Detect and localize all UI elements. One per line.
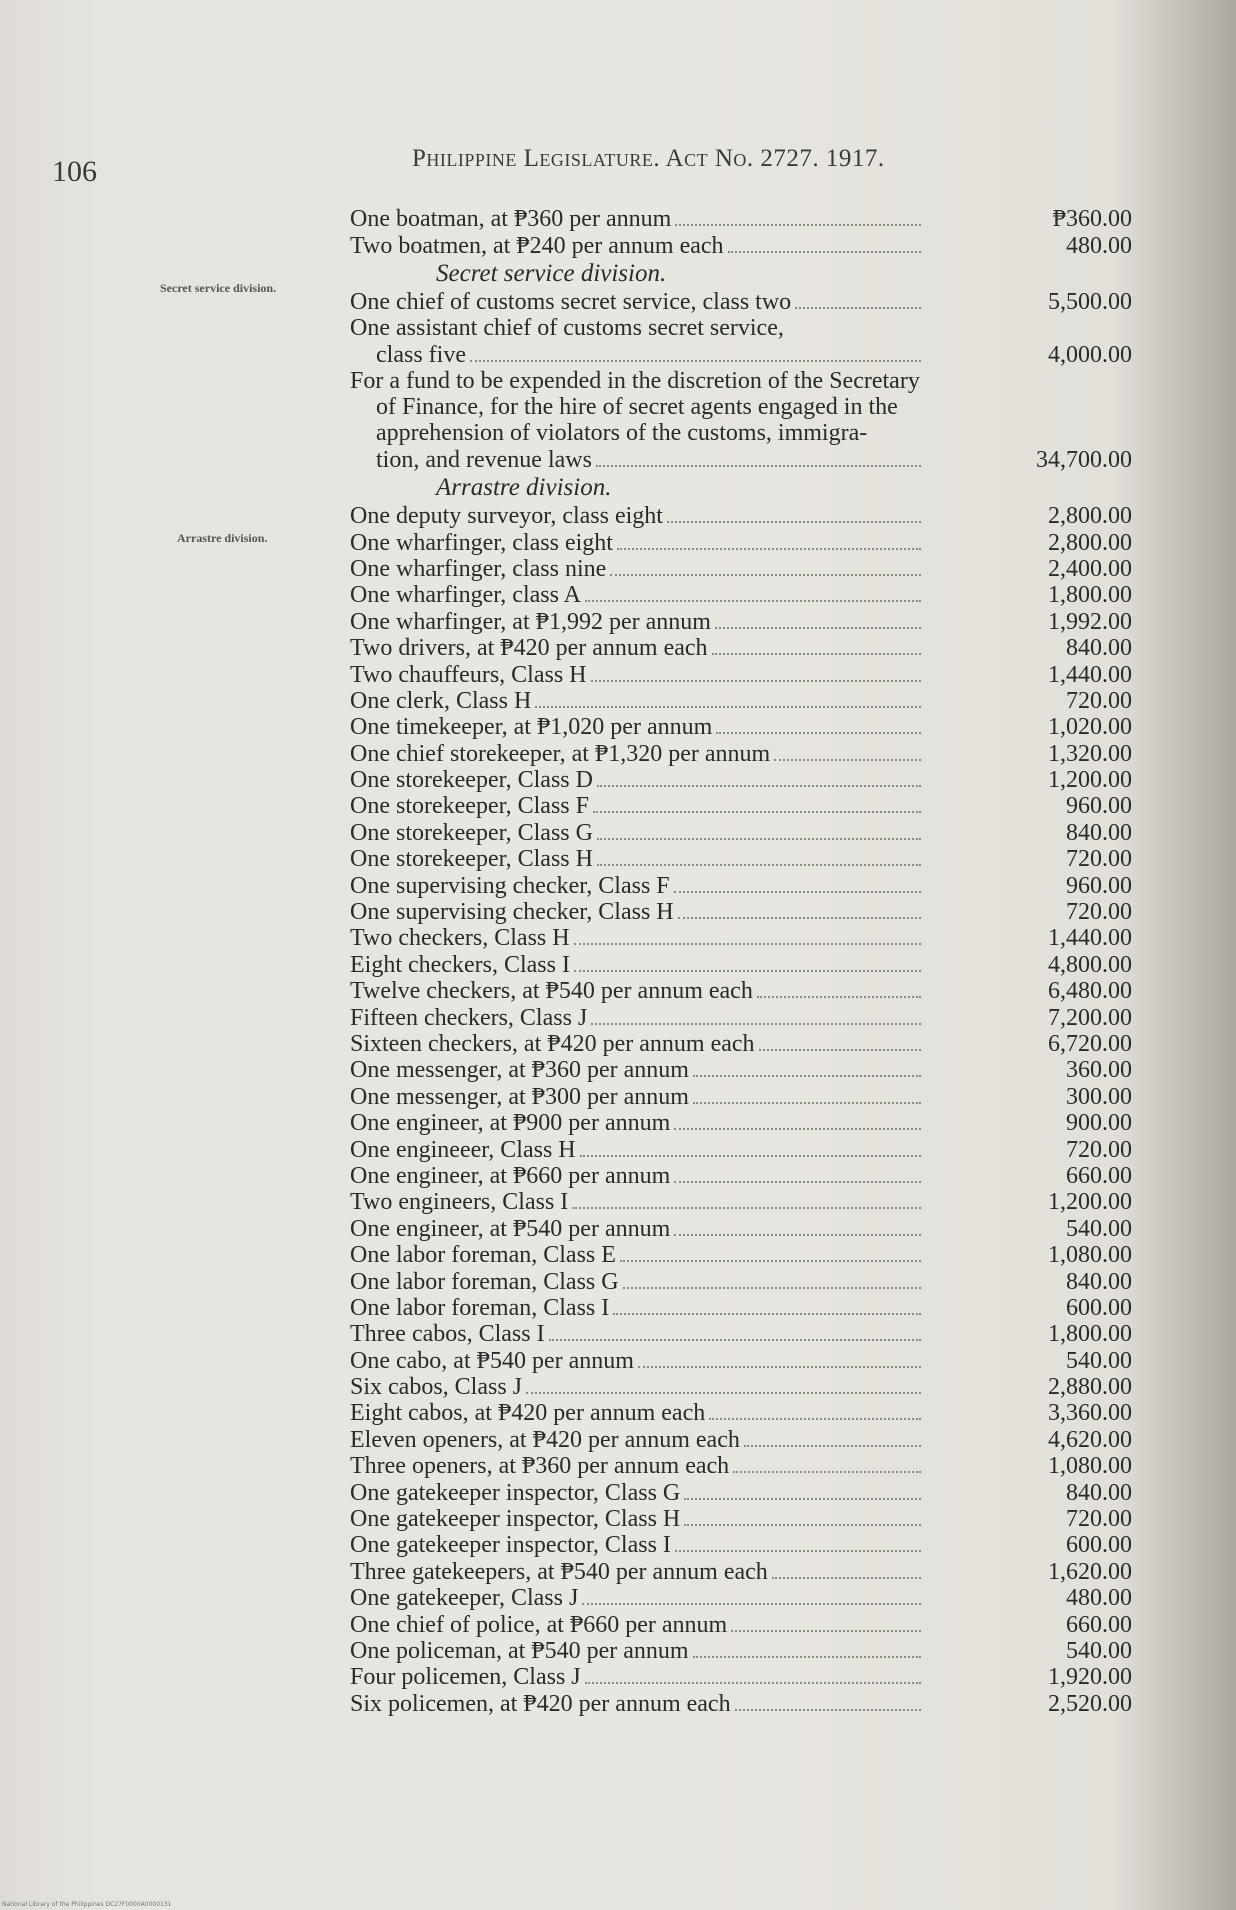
dot-leader	[623, 1287, 921, 1289]
page-header	[52, 143, 1112, 188]
item-label: Six policemen, at ₱420 per annum each	[350, 1690, 731, 1717]
item-label: One supervising checker, Class F	[350, 872, 670, 899]
item-amount: 1,080.00	[1048, 1453, 1132, 1480]
list-item	[350, 872, 1140, 898]
list-item	[350, 767, 1140, 793]
dot-leader	[613, 1313, 921, 1315]
appropriation-list	[350, 206, 1140, 1717]
list-item	[350, 529, 1140, 555]
item-amount: 1,080.00	[1048, 1242, 1132, 1269]
item-label: One wharfinger, class eight	[350, 529, 613, 556]
dot-leader	[574, 970, 921, 972]
item-amount: 480.00	[1066, 1585, 1132, 1612]
item-label: Fifteen checkers, Class J	[350, 1004, 588, 1031]
item-label: Two boatmen, at ₱240 per annum each	[350, 232, 724, 259]
margin-note-arrastre: Arrastre division.	[177, 531, 268, 545]
dot-leader	[596, 465, 921, 467]
dot-leader	[526, 1392, 921, 1394]
list-item	[350, 289, 1140, 315]
item-label: One chief of customs secret service, class two	[350, 289, 792, 316]
dot-leader	[674, 1181, 921, 1183]
list-item	[350, 1453, 1140, 1479]
list-item	[350, 793, 1140, 819]
item-amount: 840.00	[1066, 1268, 1132, 1295]
list-item	[350, 1136, 1140, 1162]
section-heading-secret-service: Secret service division.	[436, 259, 667, 287]
list-item	[350, 635, 1140, 661]
item-amount: 2,800.00	[1048, 529, 1132, 556]
dot-leader	[674, 1128, 921, 1130]
dot-leader	[617, 548, 921, 550]
item-amount: 7,200.00	[1048, 1004, 1132, 1031]
dot-leader	[744, 1445, 921, 1447]
dot-leader	[675, 1550, 921, 1552]
item-label: One policeman, at ₱540 per annum	[350, 1637, 689, 1664]
list-item	[350, 1558, 1140, 1584]
item-label: One storekeeper, Class F	[350, 793, 589, 820]
page-number: 106	[52, 155, 97, 188]
item-amount: 4,800.00	[1048, 951, 1132, 978]
dot-leader	[693, 1075, 921, 1077]
item-amount: 34,700.00	[1036, 446, 1132, 473]
item-amount: 1,920.00	[1048, 1664, 1132, 1691]
list-item	[350, 1295, 1140, 1321]
list-item	[350, 1215, 1140, 1241]
item-label: One gatekeeper inspector, Class I	[350, 1532, 671, 1559]
dot-leader	[620, 1260, 921, 1262]
dot-leader	[580, 1155, 921, 1157]
item-amount: 1,200.00	[1048, 1189, 1132, 1216]
item-label: One storekeeper, Class D	[350, 767, 593, 794]
list-item	[350, 1321, 1140, 1347]
list-item	[350, 1479, 1140, 1505]
item-label: One cabo, at ₱540 per annum	[350, 1347, 634, 1374]
item-amount: 1,020.00	[1048, 714, 1132, 741]
dot-leader	[535, 706, 921, 708]
item-amount: 720.00	[1066, 899, 1132, 926]
item-label: One chief of police, at ₱660 per annum	[350, 1611, 728, 1638]
list-item	[350, 1664, 1140, 1690]
item-amount: 720.00	[1066, 1136, 1132, 1163]
secret-service-items	[350, 289, 1140, 315]
item-label: Six cabos, Class J	[350, 1374, 523, 1401]
dot-leader	[757, 996, 921, 998]
item-amount: 900.00	[1066, 1110, 1132, 1137]
item-label: One storekeeper, Class H	[350, 846, 593, 873]
dot-leader	[582, 1603, 921, 1605]
list-item	[350, 1057, 1140, 1083]
item-amount: 360.00	[1066, 1057, 1132, 1084]
item-amount: 1,800.00	[1048, 582, 1132, 609]
item-label: One timekeeper, at ₱1,020 per annum	[350, 714, 713, 741]
dot-leader	[585, 600, 921, 602]
item-amount: 720.00	[1066, 1506, 1132, 1533]
list-item	[350, 582, 1140, 608]
list-item	[350, 1347, 1140, 1373]
dot-leader	[774, 759, 921, 761]
list-item	[350, 1031, 1140, 1057]
list-item	[350, 1374, 1140, 1400]
list-item	[350, 925, 1140, 951]
item-label: Two engineers, Class I	[350, 1189, 569, 1216]
dot-leader	[715, 627, 921, 629]
item-label: One storekeeper, Class G	[350, 819, 593, 846]
list-item	[350, 1585, 1140, 1611]
dot-leader	[585, 1682, 921, 1684]
item-label: Eight checkers, Class I	[350, 951, 570, 978]
dot-leader	[709, 1418, 921, 1420]
dot-leader	[693, 1102, 921, 1104]
item-amount: 540.00	[1066, 1637, 1132, 1664]
arrastre-items	[350, 503, 1140, 1717]
dot-leader	[731, 1630, 921, 1632]
item-amount: 1,620.00	[1048, 1558, 1132, 1585]
dot-leader	[684, 1524, 921, 1526]
item-label: One engineer, at ₱660 per annum	[350, 1162, 671, 1189]
item-amount: 720.00	[1066, 687, 1132, 714]
item-label-continued: class five	[376, 341, 466, 368]
list-item	[350, 1242, 1140, 1268]
item-label: Three gatekeepers, at ₱540 per annum each	[350, 1558, 768, 1585]
dot-leader	[772, 1577, 921, 1579]
running-head: Philippine Legislature. Act No. 2727. 1917.	[412, 145, 885, 172]
list-item	[350, 899, 1140, 925]
item-amount: 540.00	[1066, 1215, 1132, 1242]
dot-leader	[728, 251, 921, 253]
dot-leader	[610, 574, 921, 576]
list-item	[350, 951, 1140, 977]
item-amount: 2,800.00	[1048, 503, 1132, 530]
dot-leader	[597, 864, 921, 866]
dot-leader	[593, 811, 921, 813]
item-amount: 1,440.00	[1048, 661, 1132, 688]
list-item	[350, 1083, 1140, 1109]
dot-leader	[674, 1234, 921, 1236]
item-label: One engineer, at ₱900 per annum	[350, 1110, 671, 1137]
list-item	[350, 1611, 1140, 1637]
list-item	[350, 819, 1140, 845]
list-item-assistant-chief	[350, 315, 1140, 367]
dot-leader	[678, 917, 921, 919]
item-amount: 4,620.00	[1048, 1426, 1132, 1453]
item-amount: ₱360.00	[1052, 206, 1132, 233]
dot-leader	[470, 360, 921, 362]
item-amount: 1,200.00	[1048, 767, 1132, 794]
dot-leader	[684, 1498, 921, 1500]
list-item	[350, 1163, 1140, 1189]
item-label: One clerk, Class H	[350, 687, 532, 714]
item-label: Twelve checkers, at ₱540 per annum each	[350, 978, 753, 1005]
item-amount: 5,500.00	[1048, 289, 1132, 316]
item-label: One gatekeeper inspector, Class H	[350, 1506, 681, 1533]
item-amount: 840.00	[1066, 819, 1132, 846]
list-item	[350, 688, 1140, 714]
section-heading-arrastre: Arrastre division.	[436, 473, 612, 501]
dot-leader	[759, 1049, 921, 1051]
item-label: Two drivers, at ₱420 per annum each	[350, 635, 708, 662]
dot-leader	[591, 680, 922, 682]
item-label: One assistant chief of customs secret service,	[350, 315, 784, 342]
item-paragraph-last-line: tion, and revenue laws	[376, 446, 592, 473]
item-amount: 1,800.00	[1048, 1321, 1132, 1348]
item-amount: 300.00	[1066, 1083, 1132, 1110]
dot-leader	[638, 1366, 921, 1368]
item-label: One gatekeeper inspector, Class G	[350, 1479, 681, 1506]
list-item	[350, 714, 1140, 740]
item-label: Two chauffeurs, Class H	[350, 661, 587, 688]
item-amount: 6,480.00	[1048, 978, 1132, 1005]
list-item	[350, 1268, 1140, 1294]
list-item	[350, 1004, 1140, 1030]
dot-leader	[674, 891, 921, 893]
list-item-secret-fund	[350, 368, 1140, 473]
dot-leader	[716, 732, 921, 734]
item-amount: 1,992.00	[1048, 608, 1132, 635]
item-label: One gatekeeper, Class J	[350, 1585, 579, 1612]
item-amount: 480.00	[1066, 232, 1132, 259]
item-label: One wharfinger, class nine	[350, 555, 607, 582]
dot-leader	[795, 307, 921, 309]
dot-leader	[597, 838, 921, 840]
item-amount: 2,400.00	[1048, 555, 1132, 582]
item-label: One labor foreman, Class G	[350, 1268, 619, 1295]
list-item	[350, 661, 1140, 687]
scan-footer: National Library of the Philippines DC27F0000A0000131	[2, 1901, 172, 1908]
item-amount: 960.00	[1066, 872, 1132, 899]
item-amount: 2,880.00	[1048, 1374, 1132, 1401]
item-label: One wharfinger, at ₱1,992 per annum	[350, 608, 711, 635]
dot-leader	[549, 1339, 921, 1341]
item-label: One boatman, at ₱360 per annum	[350, 206, 672, 233]
item-label: One supervising checker, Class H	[350, 899, 674, 926]
item-amount: 1,440.00	[1048, 925, 1132, 952]
item-amount: 1,320.00	[1048, 740, 1132, 767]
item-label: Eleven openers, at ₱420 per annum each	[350, 1426, 740, 1453]
list-item	[350, 608, 1140, 634]
dot-leader	[712, 653, 921, 655]
margin-note-secret-service: Secret service division.	[160, 281, 277, 295]
item-label: One messenger, at ₱360 per annum	[350, 1057, 689, 1084]
item-label: Four policemen, Class J	[350, 1664, 581, 1691]
item-label: One wharfinger, class A	[350, 582, 581, 609]
item-label: One engineer, at ₱540 per annum	[350, 1215, 671, 1242]
dot-leader	[675, 224, 921, 226]
item-amount: 3,360.00	[1048, 1400, 1132, 1427]
item-amount: 4,000.00	[1048, 341, 1132, 368]
top-items	[350, 206, 1140, 259]
list-item	[350, 206, 1140, 232]
item-amount: 600.00	[1066, 1532, 1132, 1559]
list-item	[350, 1189, 1140, 1215]
item-label: Two checkers, Class H	[350, 925, 570, 952]
item-amount: 600.00	[1066, 1294, 1132, 1321]
item-label: Three openers, at ₱360 per annum each	[350, 1453, 730, 1480]
item-label: Three cabos, Class I	[350, 1321, 545, 1348]
item-label: One labor foreman, Class E	[350, 1242, 616, 1269]
item-amount: 6,720.00	[1048, 1031, 1132, 1057]
item-amount: 840.00	[1066, 635, 1132, 662]
list-item	[350, 978, 1140, 1004]
list-item	[350, 556, 1140, 582]
dot-leader	[735, 1709, 921, 1711]
list-item	[350, 1532, 1140, 1558]
item-amount: 660.00	[1066, 1162, 1132, 1189]
list-item	[350, 1690, 1140, 1716]
list-item	[350, 232, 1140, 258]
list-item	[350, 1110, 1140, 1136]
dot-leader	[574, 943, 921, 945]
item-label: One engineeer, Class H	[350, 1136, 576, 1163]
item-amount: 660.00	[1066, 1611, 1132, 1638]
item-label: One chief storekeeper, at ₱1,320 per annum	[350, 740, 771, 767]
item-label: One deputy surveyor, class eight	[350, 503, 663, 530]
item-paragraph: For a fund to be expended in the discretion of the Secretary of Finance, for the hire of secret agents engaged in the apprehension of violators of the customs, immigra-	[350, 367, 920, 447]
list-item	[350, 1506, 1140, 1532]
list-item	[350, 1400, 1140, 1426]
dot-leader	[591, 1023, 921, 1025]
list-item	[350, 1638, 1140, 1664]
list-item	[350, 1426, 1140, 1452]
dot-leader	[667, 521, 921, 523]
dot-leader	[693, 1656, 921, 1658]
item-amount: 960.00	[1066, 793, 1132, 820]
item-amount: 720.00	[1066, 846, 1132, 873]
dot-leader	[597, 785, 921, 787]
item-label: One labor foreman, Class I	[350, 1294, 610, 1321]
item-label: Eight cabos, at ₱420 per annum each	[350, 1400, 706, 1427]
dot-leader	[572, 1207, 921, 1209]
item-label: Sixteen checkers, at ₱420 per annum each	[350, 1031, 755, 1057]
item-amount: 2,520.00	[1048, 1690, 1132, 1717]
dot-leader	[733, 1471, 921, 1473]
item-amount: 540.00	[1066, 1347, 1132, 1374]
item-amount: 840.00	[1066, 1479, 1132, 1506]
list-item	[350, 503, 1140, 529]
item-label: One messenger, at ₱300 per annum	[350, 1083, 689, 1110]
list-item	[350, 846, 1140, 872]
list-item	[350, 740, 1140, 766]
